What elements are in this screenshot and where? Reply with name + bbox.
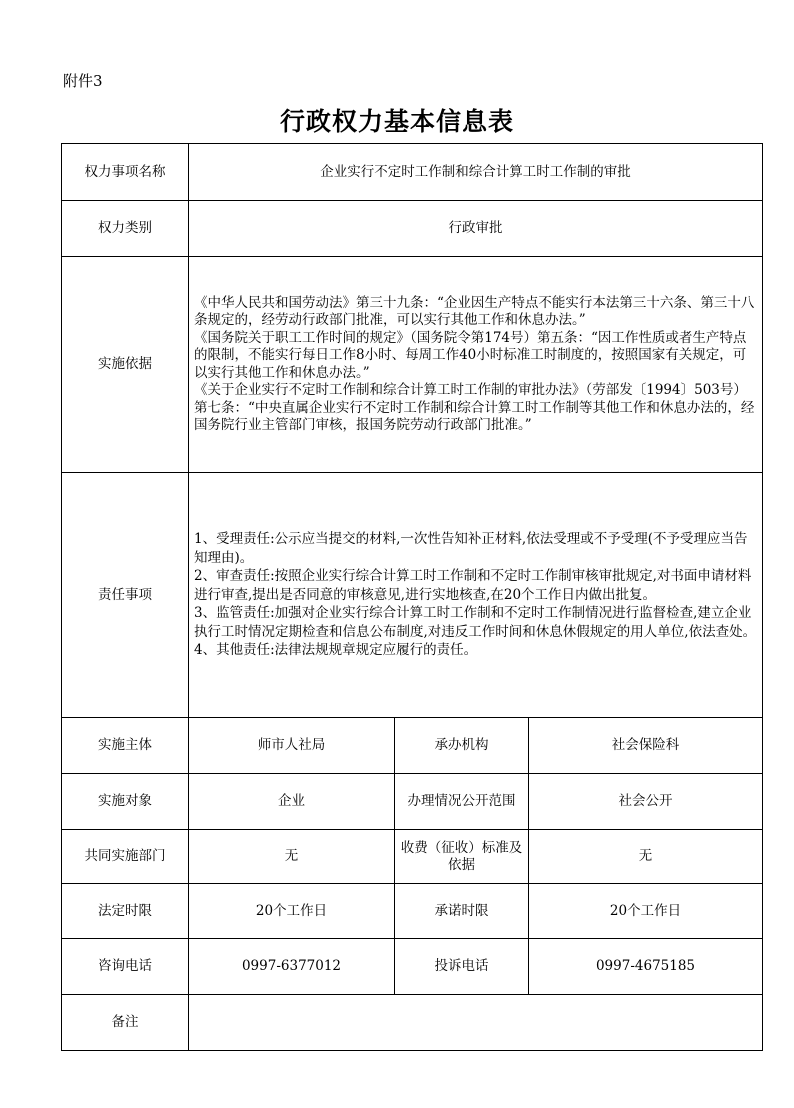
partner-value: 无 xyxy=(189,830,395,884)
disclosure-scope-label: 办理情况公开范围 xyxy=(395,774,529,830)
target-label: 实施对象 xyxy=(62,774,189,830)
item-name-value: 企业实行不定时工作制和综合计算工时工作制的审批 xyxy=(189,144,763,201)
partner-label: 共同实施部门 xyxy=(62,830,189,884)
duty-paragraph: 4、其他责任:法律法规规章规定应履行的责任。 xyxy=(194,642,478,659)
subject-value: 师市人社局 xyxy=(189,718,395,774)
duty-paragraph: 2、审查责任:按照企业实行综合计算工时工作制和不定时工作制审核审批规定,对书面申请材料进行审查,提出是否同意的审核意见,进行实地核查,在20个工作日内做出批复。 xyxy=(194,568,752,603)
subject-label: 实施主体 xyxy=(62,718,189,774)
category-value: 行政审批 xyxy=(189,201,763,257)
legal-time-limit-value: 20个工作日 xyxy=(189,884,395,939)
info-table xyxy=(61,143,763,1051)
row-target xyxy=(62,774,763,830)
attachment-label: 附件3 xyxy=(63,72,103,90)
row-remarks xyxy=(62,995,763,1051)
item-name-label: 权力事项名称 xyxy=(62,144,189,201)
row-duties xyxy=(62,473,763,718)
duty-paragraph: 3、监管责任:加强对企业实行综合计算工时工作制和不定时工作制情况进行监督检查,建立企业执行工时情况定期检查和信息公布制度,对违反工作时间和休息休假规定的用人单位,依法查处。 xyxy=(194,605,757,640)
basis-label: 实施依据 xyxy=(62,257,189,473)
inquiry-phone-label: 咨询电话 xyxy=(62,939,189,995)
row-time-limit xyxy=(62,884,763,939)
agency-label: 承办机构 xyxy=(395,718,529,774)
basis-paragraph: 《中华人民共和国劳动法》第三十九条：“企业因生产特点不能实行本法第三十六条、第三十八条规定的，经劳动行政部门批准，可以实行其他工作和休息办法。” xyxy=(194,294,755,328)
target-value: 企业 xyxy=(189,774,395,830)
row-category xyxy=(62,201,763,257)
row-item-name xyxy=(62,144,763,201)
page-title: 行政权力基本信息表 xyxy=(279,107,514,136)
remarks-label: 备注 xyxy=(62,995,189,1051)
row-basis xyxy=(62,257,763,473)
fee-standard-value: 无 xyxy=(529,830,763,884)
fee-standard-label: 收费（征收）标准及依据 xyxy=(395,830,529,884)
disclosure-scope-value: 社会公开 xyxy=(529,774,763,830)
remarks-value xyxy=(189,995,763,1051)
legal-time-limit-label: 法定时限 xyxy=(62,884,189,939)
promised-time-limit-label: 承诺时限 xyxy=(395,884,529,939)
basis-paragraph: 《关于企业实行不定时工作制和综合计算工时工作制的审批办法》（劳部发〔1994〕503号）第七条：“中央直属企业实行不定时工作制和综合计算工时工作制等其他工作和休息办法的，经国务院行业主管部门审核，报国务院劳动行政部门批准。” xyxy=(194,382,755,433)
complaint-phone-label: 投诉电话 xyxy=(395,939,529,995)
basis-paragraph: 《国务院关于职工工作时间的规定》（国务院令第174号）第五条：“因工作性质或者生产特点的限制，不能实行每日工作8小时、每周工作40小时标准工时制度的，按照国家有关规定，可以实行其他工作和休息办法。” xyxy=(194,329,747,381)
duties-value xyxy=(189,473,763,718)
duties-label: 责任事项 xyxy=(62,473,189,718)
category-label: 权力类别 xyxy=(62,201,189,257)
row-partner xyxy=(62,830,763,884)
complaint-phone-value: 0997-4675185 xyxy=(529,939,763,995)
inquiry-phone-value: 0997-6377012 xyxy=(189,939,395,995)
duty-paragraph: 1、受理责任:公示应当提交的材料,一次性告知补正材料,依法受理或不予受理(不予受理应当告知理由)。 xyxy=(194,531,748,566)
agency-value: 社会保险科 xyxy=(529,718,763,774)
row-subject xyxy=(62,718,763,774)
basis-value xyxy=(189,257,763,473)
row-phone xyxy=(62,939,763,995)
promised-time-limit-value: 20个工作日 xyxy=(529,884,763,939)
